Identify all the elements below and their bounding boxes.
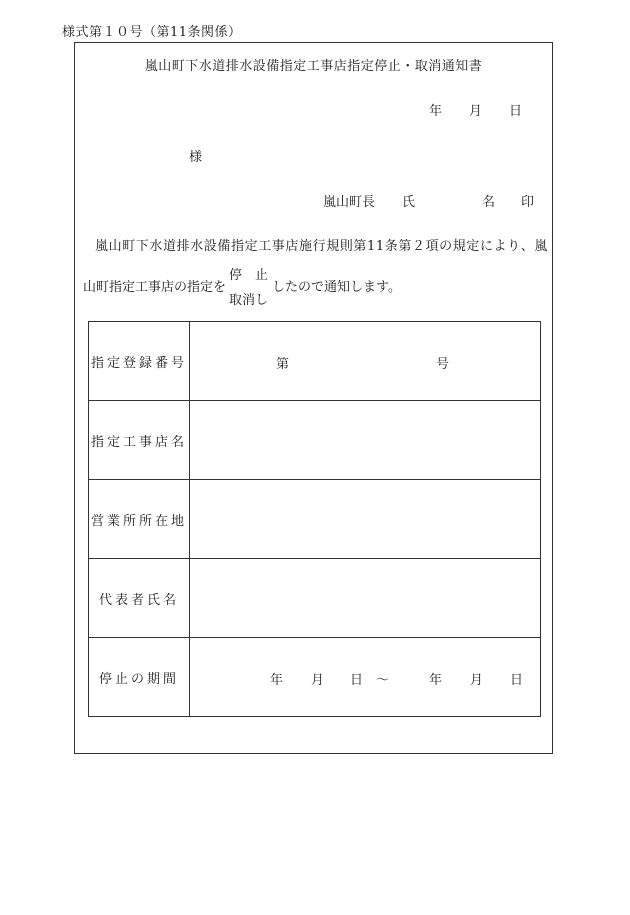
row-label: 指定登録番号 bbox=[89, 322, 190, 401]
suspension-period-cell[interactable] bbox=[190, 638, 541, 717]
registration-prefix: 第 bbox=[276, 357, 290, 372]
period-tilde: ～ bbox=[376, 673, 390, 688]
table-row bbox=[89, 480, 541, 559]
row-label: 代表者氏名 bbox=[89, 559, 190, 638]
table-row bbox=[89, 322, 541, 401]
registration-number-cell[interactable] bbox=[190, 322, 541, 401]
table-row bbox=[89, 559, 541, 638]
form-number: 様式第１０号（第11条関係） bbox=[62, 25, 242, 40]
period-month-1: 月 bbox=[311, 673, 325, 688]
document-title: 嵐山町下水道排水設備指定工事店指定停止・取消通知書 bbox=[144, 59, 483, 74]
addressee: 様 bbox=[189, 150, 203, 165]
option-suspend: 停 止 bbox=[229, 268, 269, 283]
office-address-cell[interactable] bbox=[190, 480, 541, 559]
body-line-2-suffix: したので通知します。 bbox=[272, 280, 401, 295]
date-year: 年 bbox=[429, 104, 443, 119]
row-label: 指定工事店名 bbox=[89, 401, 190, 480]
registration-suffix: 号 bbox=[436, 357, 450, 372]
period-day-1: 日 bbox=[350, 673, 364, 688]
body-line-1: 嵐山町下水道排水設備指定工事店施行規則第11条第２項の規定により、嵐 bbox=[95, 239, 548, 254]
document-frame bbox=[74, 42, 553, 754]
contractor-name-cell[interactable] bbox=[190, 401, 541, 480]
info-table bbox=[88, 321, 541, 717]
issuer-seal: 印 bbox=[521, 195, 535, 210]
table-row bbox=[89, 638, 541, 717]
period-year-2: 年 bbox=[429, 673, 443, 688]
period-month-2: 月 bbox=[470, 673, 484, 688]
option-cancel: 取消し bbox=[229, 293, 269, 308]
date-line bbox=[429, 100, 522, 119]
table-row bbox=[89, 401, 541, 480]
representative-name-cell[interactable] bbox=[190, 559, 541, 638]
issuer-title: 嵐山町長 bbox=[323, 195, 376, 210]
row-label: 停止の期間 bbox=[89, 638, 190, 717]
body-line-2-prefix: 山町指定工事店の指定を bbox=[83, 280, 227, 295]
issuer-name-label-1: 氏 bbox=[402, 195, 416, 210]
issuer-name-label-2: 名 bbox=[482, 195, 496, 210]
date-month: 月 bbox=[469, 104, 483, 119]
row-label: 営業所所在地 bbox=[89, 480, 190, 559]
period-year-1: 年 bbox=[270, 673, 284, 688]
period-day-2: 日 bbox=[510, 673, 524, 688]
date-day: 日 bbox=[509, 104, 523, 119]
